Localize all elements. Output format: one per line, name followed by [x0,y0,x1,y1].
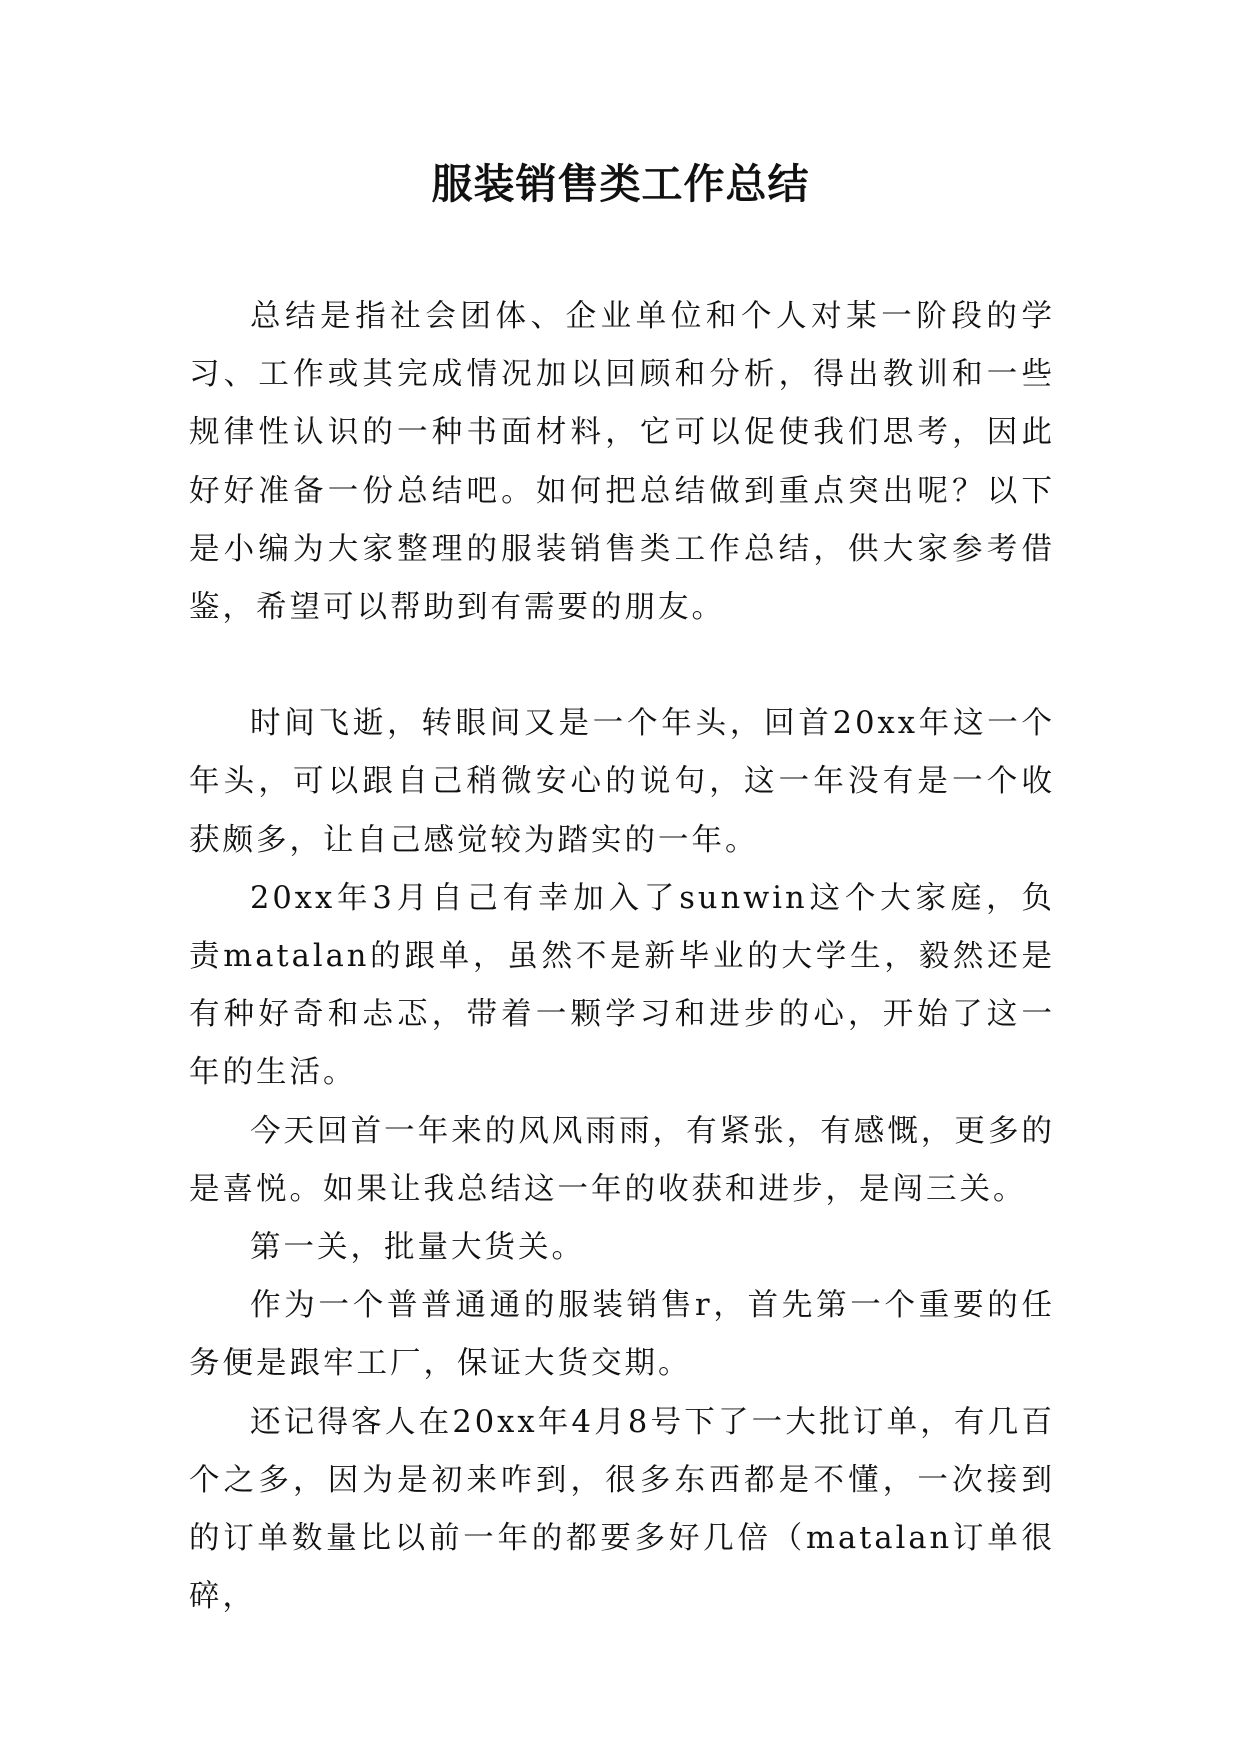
body-paragraph: 还记得客人在20xx年4月8号下了一大批订单，有几百个之多，因为是初来咋到，很多东西都是不懂，一次接到的订单数量比以前一年的都要多好几倍（matalan订单很碎， [189,1404,1055,1615]
intro-paragraph: 总结是指社会团体、企业单位和个人对某一阶段的学习、工作或其完成情况加以回顾和分析，得出教训和一些规律性认识的一种书面材料，它可以促使我们思考，因此好好准备一份总结吧。如何把总结做到重点突出呢？以下是小编为大家整理的服装销售类工作总结，供大家参考借鉴，希望可以帮助到有需要的朋友。 [189,299,1055,626]
body-paragraph: 作为一个普普通通的服装销售r，首先第一个重要的任务便是跟牢工厂，保证大货交期。 [189,1288,1055,1382]
document-title: 服装销售类工作总结 [431,160,810,208]
body-paragraph: 20xx年3月自己有幸加入了sunwin这个大家庭，负责matalan的跟单，虽然不是新毕业的大学生，毅然还是有种好奇和忐忑，带着一颗学习和进步的心，开始了这一年的生活。 [189,880,1055,1091]
paragraph-gap [189,637,1055,695]
body-paragraph: 今天回首一年来的风风雨雨，有紧张，有感慨，更多的是喜悦。如果让我总结这一年的收获和进步，是闯三关。 [189,1113,1055,1207]
body-paragraph: 时间飞逝，转眼间又是一个年头，回首20xx年这一个年头，可以跟自己稍微安心的说句，这一年没有是一个收获颇多，让自己感觉较为踏实的一年。 [189,706,1055,858]
body-paragraph: 第一关，批量大货关。 [250,1230,585,1266]
document-body [189,288,1055,1626]
